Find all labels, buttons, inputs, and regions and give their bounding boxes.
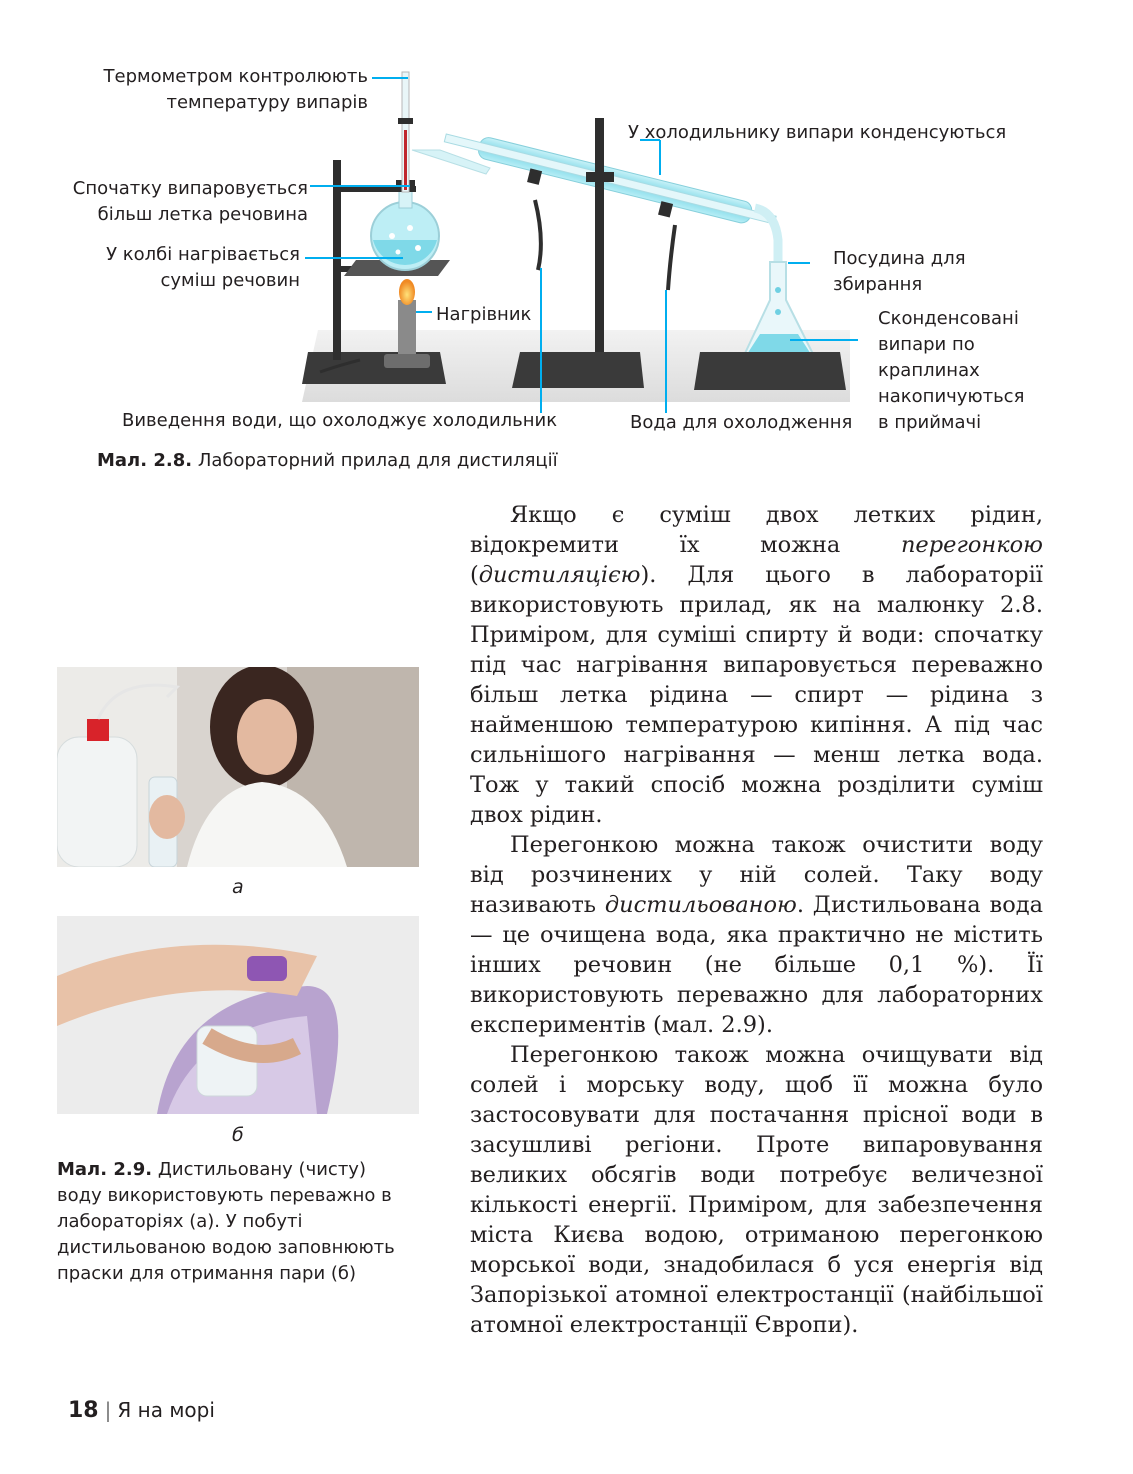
label-thermometer: Термометром контролюють температуру випарів <box>103 66 368 113</box>
label-water-in: Вода для охолодження <box>630 412 853 433</box>
right-stand-base <box>694 352 846 390</box>
section-title: Я на морі <box>117 1398 215 1422</box>
label-b: б <box>232 1124 244 1146</box>
label-vessel: Посудина для збирання <box>833 248 966 295</box>
label-condenser: У холодильнику випари конденсуються <box>628 122 1007 143</box>
main-text <box>470 500 1043 1340</box>
burner-flame <box>399 279 415 305</box>
label-flask: У колбі нагрівається суміш речовин <box>106 244 300 291</box>
figure-2-9-caption <box>57 1157 412 1287</box>
photo-iron-filling <box>57 916 419 1114</box>
paragraph-2: Перегонкою можна також очистити воду від розчинених у ній солей. Таку воду називають дистильованою. Дистильована вода — це очищена вода, яка практично не містить інших речовин (не більше 0,1 %). Її використовують переважно для лабораторних експериментів (мал. 2.9). <box>470 832 1044 1038</box>
water-in-hose <box>668 225 675 290</box>
middle-stand-base <box>512 352 644 388</box>
label-condensed: Сконденсовані випари по краплинах накопичуються в приймачі <box>878 308 1025 433</box>
middle-stand-rod <box>595 118 604 366</box>
caption-number: Мал. 2.8. <box>97 450 193 471</box>
water-out-hose <box>535 200 541 270</box>
label-volatile: Спочатку випаровується більш летка речовина <box>72 178 308 225</box>
paragraph-3: Перегонкою також можна очищувати від солей і морську воду, щоб її можна було застосовувати для постачання прісної води в засушливі регіони. Проте випаровування великих обсягів води потребує величезної кількості енергії. Приміром, для забезпечення міста Києва водою, отриманою перегонкою морської води, знадобилася б уся енергія від Запорізької атомної електростанції (найбільшої атомної електростанції Європи). <box>470 1042 1043 1338</box>
figure-2-8-caption <box>97 448 558 474</box>
label-a: а <box>232 876 244 898</box>
label-water-out: Виведення води, що охолоджує холодильник <box>122 410 558 431</box>
burner <box>398 300 416 360</box>
paragraph-1: Якщо є суміш двох летких рідин, відокремити їх можна перегонкою (дистиляцією). Для цього в лабораторії використовують прилад, як на малюнку 2.8. Приміром, для суміші спирту й води: спочатку під час нагрівання випаровується переважно більш летка рідина — спирт — рідина з найменшою температурою кипіння. А під час сильнішого нагрівання — менш летка вода. Тож у такий спосіб можна розділити суміш двох рідин. <box>470 502 1043 828</box>
photo-lab-student <box>57 667 419 867</box>
label-heater: Нагрівник <box>436 304 532 325</box>
caption-text: Лабораторний прилад для дистиляції <box>197 450 558 471</box>
page-footer <box>68 1398 215 1423</box>
caption-text-2: Дистильовану (чисту) воду використовують переважно в лабораторіях (а). У побуті дистильованою водою заповнюють праски для отримання пари (б) <box>57 1159 395 1284</box>
page-number: 18 <box>68 1398 99 1423</box>
footer-separator: | <box>104 1398 112 1422</box>
caption-number-2: Мал. 2.9. <box>57 1159 153 1180</box>
